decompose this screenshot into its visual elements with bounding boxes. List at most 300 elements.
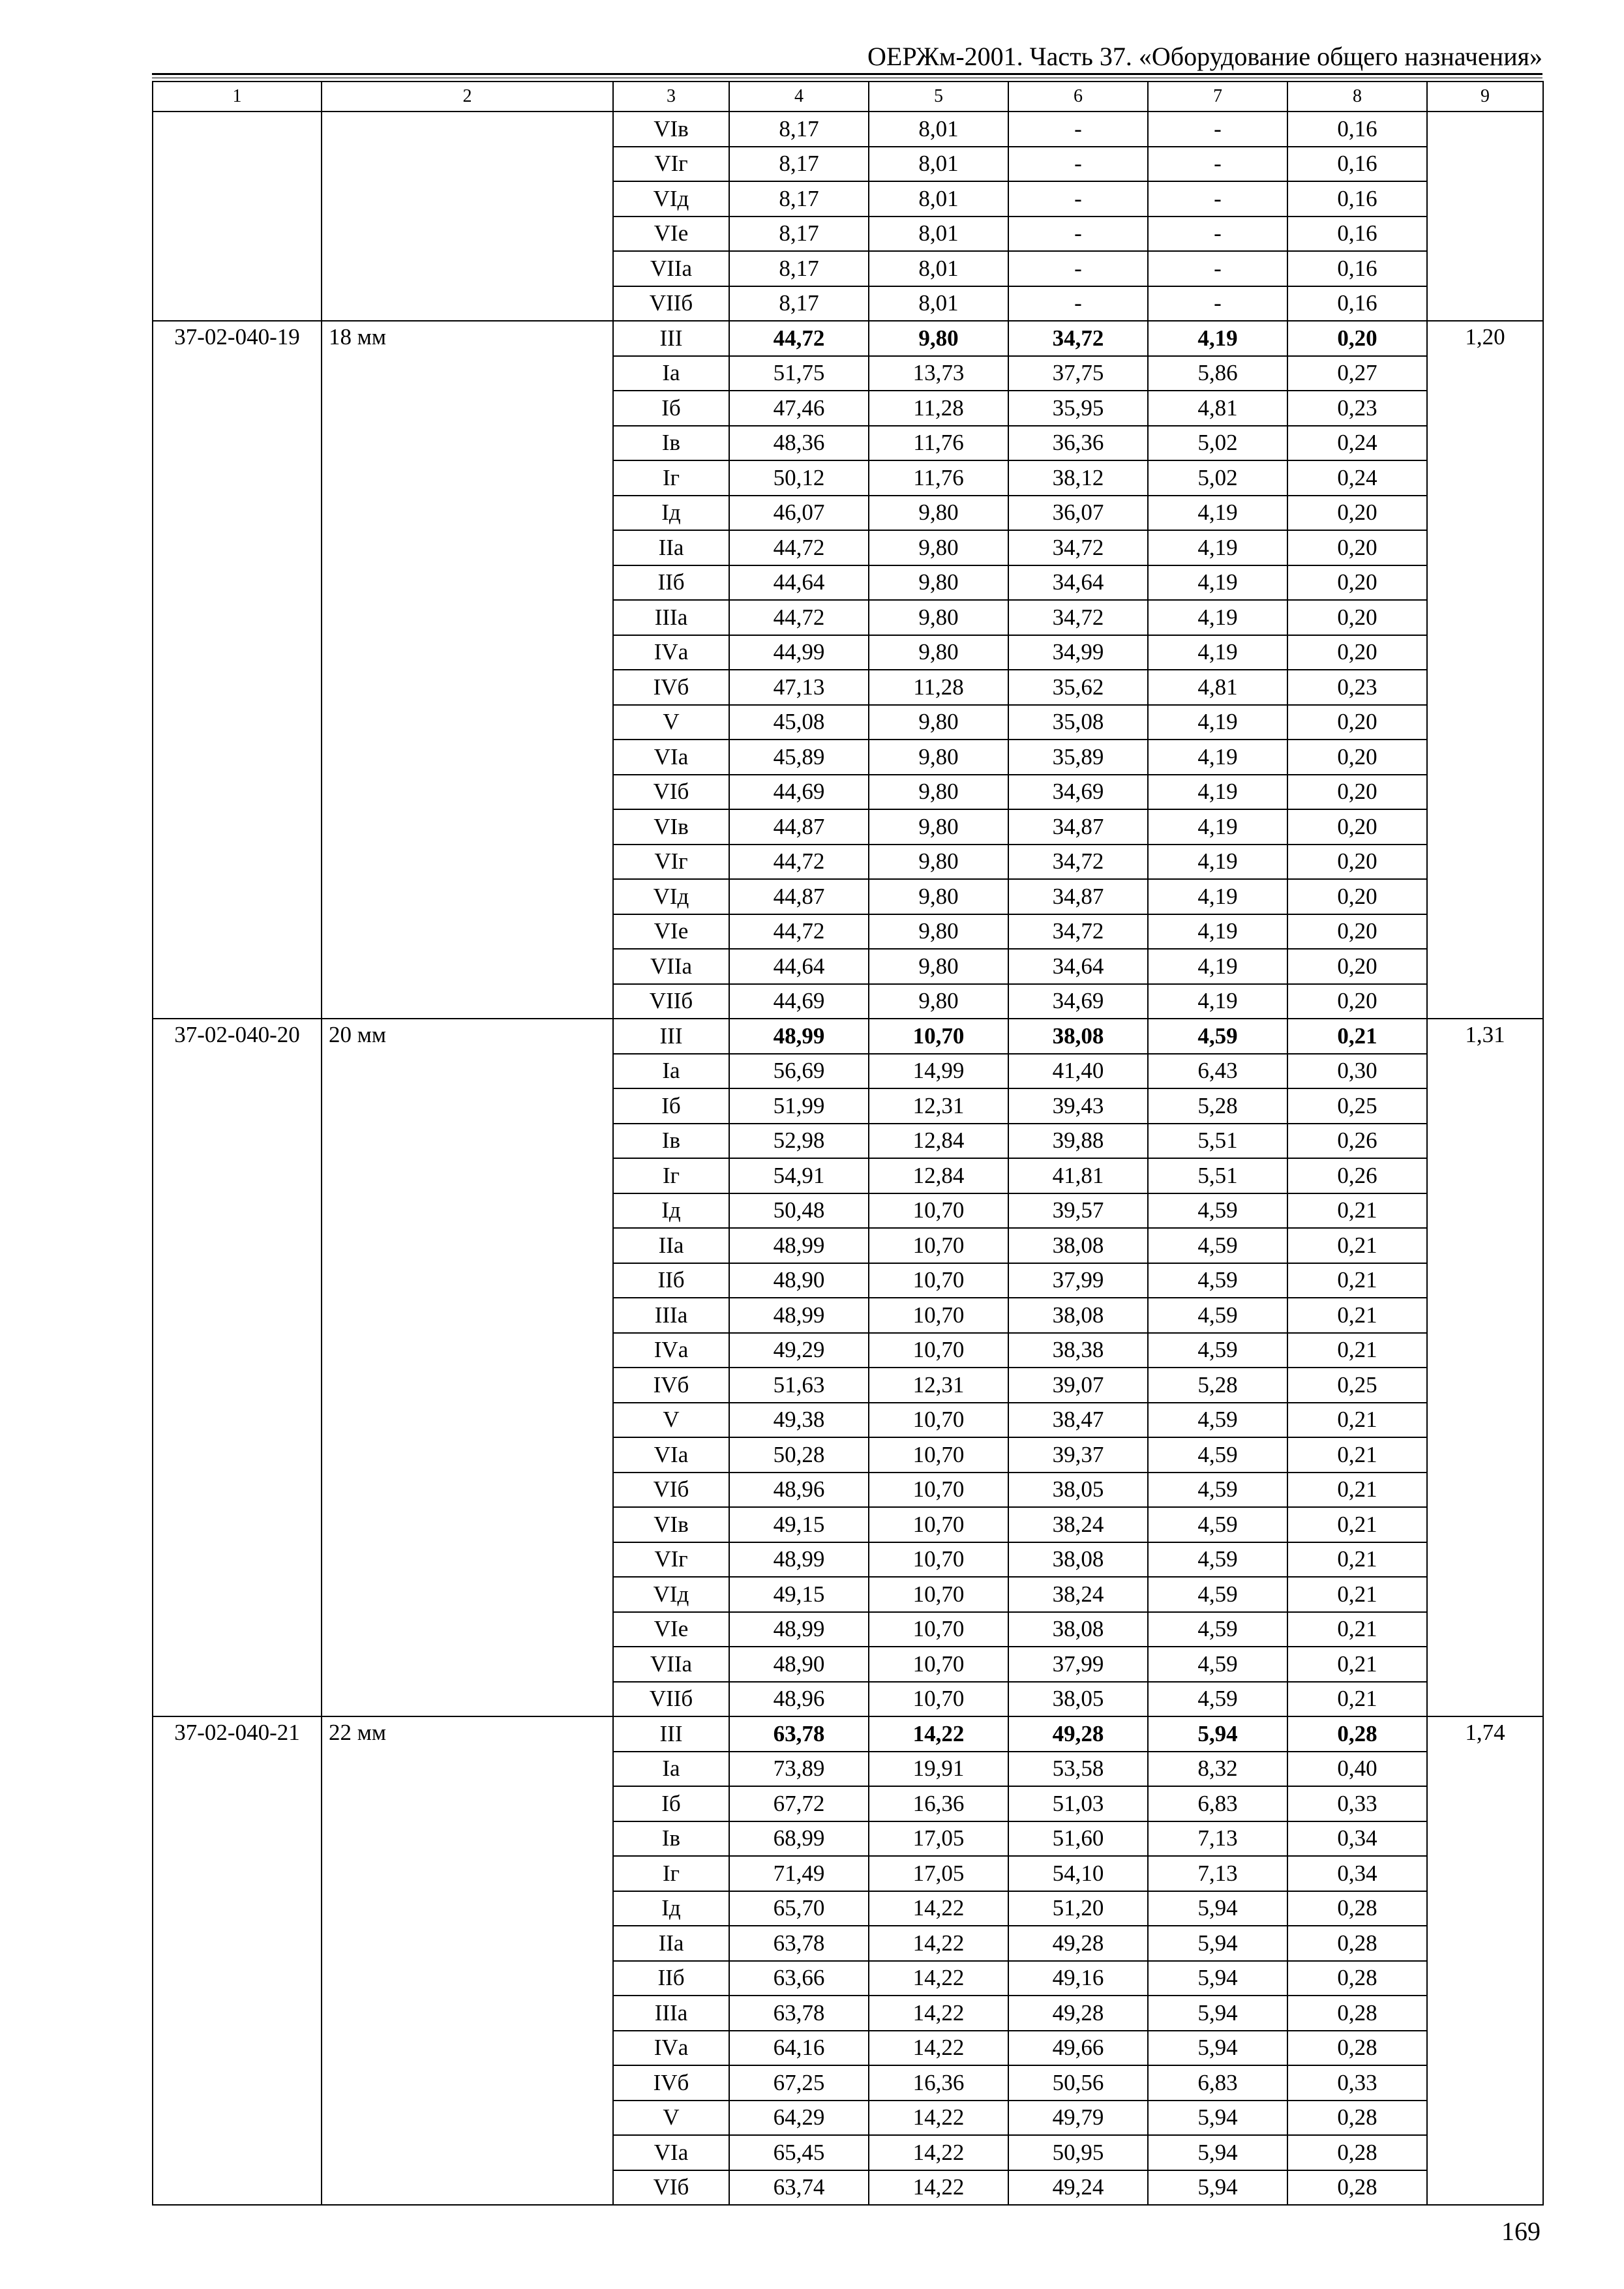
value-cell: 4,19 [1148,565,1287,601]
column-number-cell: 9 [1427,82,1543,112]
value-cell: 0,20 [1287,879,1427,914]
value-cell: 9,80 [869,949,1008,984]
value-cell: 0,28 [1287,1996,1427,2031]
value-cell: 0,20 [1287,740,1427,775]
value-cell: - [1008,286,1148,322]
value-cell: 34,72 [1008,914,1148,950]
value-cell: - [1148,147,1287,182]
value-cell: 0,28 [1287,2135,1427,2170]
value-cell: 4,59 [1148,1507,1287,1542]
value-cell: 50,95 [1008,2135,1148,2170]
zone-cell: VIв [613,809,729,845]
value-cell: 4,19 [1148,949,1287,984]
value-cell: 8,01 [869,147,1008,182]
value-cell: 0,20 [1287,845,1427,880]
value-cell: 38,08 [1008,1542,1148,1578]
zone-cell: IIб [613,565,729,601]
value-cell: 12,84 [869,1124,1008,1159]
value-cell: 49,15 [729,1577,869,1612]
value-cell: 34,99 [1008,635,1148,670]
value-cell: 0,20 [1287,600,1427,635]
value-cell: 37,75 [1008,356,1148,391]
column-number-cell: 6 [1008,82,1148,112]
value-cell: 0,20 [1287,496,1427,531]
zone-cell: VIIб [613,286,729,322]
zone-cell: VIд [613,879,729,914]
value-cell: 34,69 [1008,775,1148,810]
value-cell: 0,21 [1287,1193,1427,1229]
value-cell: 0,20 [1287,949,1427,984]
value-cell: 0,20 [1287,914,1427,950]
value-cell: 9,80 [869,984,1008,1019]
value-cell: 9,80 [869,705,1008,740]
zone-cell: IVб [613,2065,729,2101]
total-cell: 1,74 [1427,1716,1543,2205]
total-cell: 1,20 [1427,321,1543,1019]
value-cell: 4,19 [1148,914,1287,950]
zone-cell: VIв [613,112,729,147]
value-cell: 0,20 [1287,705,1427,740]
value-cell: 0,26 [1287,1158,1427,1193]
value-cell: 4,59 [1148,1612,1287,1647]
value-cell: 63,78 [729,1926,869,1961]
value-cell: 8,17 [729,286,869,322]
zone-cell: Iг [613,1158,729,1193]
value-cell: 9,80 [869,740,1008,775]
value-cell: 10,70 [869,1263,1008,1298]
value-cell: 8,01 [869,217,1008,252]
value-cell: 44,72 [729,845,869,880]
value-cell: 10,70 [869,1473,1008,1508]
value-cell: 34,72 [1008,530,1148,565]
zone-cell: IVб [613,670,729,705]
zone-cell: III [613,1019,729,1054]
value-cell: 48,99 [729,1019,869,1054]
value-cell: 9,80 [869,530,1008,565]
rate-name-cell: 20 мм [322,1019,613,1716]
zone-cell: Iд [613,1193,729,1229]
total-cell [1427,112,1543,321]
value-cell: 49,29 [729,1333,869,1368]
value-cell: 4,59 [1148,1647,1287,1682]
value-cell: - [1148,112,1287,147]
header-rule-thick [152,73,1542,75]
value-cell: 44,72 [729,914,869,950]
value-cell: 8,01 [869,181,1008,217]
value-cell: 34,64 [1008,565,1148,601]
value-cell: 9,80 [869,775,1008,810]
value-cell: 44,64 [729,565,869,601]
value-cell: 12,84 [869,1158,1008,1193]
value-cell: 13,73 [869,356,1008,391]
value-cell: 14,22 [869,1926,1008,1961]
rate-code-cell [153,112,322,321]
value-cell: - [1148,217,1287,252]
zone-cell: Iг [613,460,729,496]
value-cell: 48,90 [729,1263,869,1298]
zone-cell: VIIа [613,949,729,984]
value-cell: 34,72 [1008,845,1148,880]
value-cell: 38,47 [1008,1403,1148,1438]
value-cell: 44,69 [729,775,869,810]
zone-cell: V [613,705,729,740]
value-cell: 0,34 [1287,1821,1427,1857]
value-cell: 11,76 [869,460,1008,496]
value-cell: 5,94 [1148,2031,1287,2066]
value-cell: 52,98 [729,1124,869,1159]
value-cell: 0,34 [1287,1856,1427,1891]
value-cell: 4,59 [1148,1263,1287,1298]
value-cell: 49,28 [1008,1716,1148,1752]
value-cell: 48,36 [729,426,869,461]
value-cell: 39,07 [1008,1368,1148,1403]
value-cell: 46,07 [729,496,869,531]
value-cell: 5,28 [1148,1368,1287,1403]
value-cell: 9,80 [869,914,1008,950]
value-cell: 5,86 [1148,356,1287,391]
value-cell: 64,16 [729,2031,869,2066]
value-cell: 51,63 [729,1368,869,1403]
value-cell: 0,30 [1287,1054,1427,1089]
value-cell: 34,72 [1008,321,1148,356]
rate-code-cell: 37-02-040-21 [153,1716,322,2205]
value-cell: 4,59 [1148,1333,1287,1368]
value-cell: 0,21 [1287,1612,1427,1647]
value-cell: 12,31 [869,1088,1008,1124]
value-cell: 0,26 [1287,1124,1427,1159]
value-cell: 9,80 [869,565,1008,601]
value-cell: 10,70 [869,1193,1008,1229]
value-cell: 51,60 [1008,1821,1148,1857]
value-cell: - [1008,251,1148,286]
zone-cell: V [613,2101,729,2136]
value-cell: 0,28 [1287,1926,1427,1961]
value-cell: - [1008,181,1148,217]
value-cell: 14,22 [869,1996,1008,2031]
value-cell: 49,24 [1008,2170,1148,2206]
value-cell: 10,70 [869,1228,1008,1263]
value-cell: 41,40 [1008,1054,1148,1089]
value-cell: 4,59 [1148,1019,1287,1054]
value-cell: 44,72 [729,321,869,356]
value-cell: 17,05 [869,1821,1008,1857]
value-cell: 0,23 [1287,391,1427,426]
value-cell: 0,40 [1287,1752,1427,1787]
value-cell: 39,57 [1008,1193,1148,1229]
value-cell: 4,19 [1148,775,1287,810]
column-number-cell: 3 [613,82,729,112]
value-cell: - [1008,112,1148,147]
page-header-title: ОЕРЖм-2001. Часть 37. «Оборудование общего назначения» [867,42,1542,71]
value-cell: 5,94 [1148,1996,1287,2031]
value-cell: 5,94 [1148,2101,1287,2136]
value-cell: 10,70 [869,1507,1008,1542]
value-cell: 4,59 [1148,1228,1287,1263]
value-cell: 0,21 [1287,1507,1427,1542]
zone-cell: VIд [613,1577,729,1612]
value-cell: 4,19 [1148,809,1287,845]
value-cell: 38,12 [1008,460,1148,496]
value-cell: 35,62 [1008,670,1148,705]
value-cell: 10,70 [869,1577,1008,1612]
zone-cell: IIб [613,1263,729,1298]
value-cell: 63,78 [729,1716,869,1752]
value-cell: 44,69 [729,984,869,1019]
value-cell: 34,64 [1008,949,1148,984]
value-cell: 49,28 [1008,1996,1148,2031]
value-cell: 49,28 [1008,1926,1148,1961]
value-cell: 8,17 [729,112,869,147]
column-number-cell: 5 [869,82,1008,112]
value-cell: 48,90 [729,1647,869,1682]
value-cell: 44,99 [729,635,869,670]
value-cell: 37,99 [1008,1263,1148,1298]
value-cell: 0,27 [1287,356,1427,391]
value-cell: 6,83 [1148,2065,1287,2101]
value-cell: 34,69 [1008,984,1148,1019]
value-cell: 0,28 [1287,1891,1427,1926]
zone-cell: IVа [613,635,729,670]
value-cell: 9,80 [869,600,1008,635]
zone-cell: VIд [613,181,729,217]
value-cell: 39,37 [1008,1437,1148,1473]
value-cell: 17,05 [869,1856,1008,1891]
value-cell: 0,23 [1287,670,1427,705]
value-cell: 4,59 [1148,1682,1287,1717]
value-cell: 4,19 [1148,530,1287,565]
zone-cell: IVа [613,1333,729,1368]
value-cell: 0,20 [1287,809,1427,845]
value-cell: 38,08 [1008,1612,1148,1647]
zone-cell: IVа [613,2031,729,2066]
zone-cell: VIIа [613,1647,729,1682]
value-cell: 50,48 [729,1193,869,1229]
rate-code-cell: 37-02-040-20 [153,1019,322,1716]
value-cell: 10,70 [869,1647,1008,1682]
value-cell: 10,70 [869,1542,1008,1578]
value-cell: 5,02 [1148,460,1287,496]
value-cell: 9,80 [869,809,1008,845]
value-cell: 0,28 [1287,2031,1427,2066]
column-number-cell: 1 [153,82,322,112]
zone-cell: Iб [613,1088,729,1124]
value-cell: 0,21 [1287,1682,1427,1717]
value-cell: 19,91 [869,1752,1008,1787]
value-cell: 39,88 [1008,1124,1148,1159]
value-cell: 38,05 [1008,1682,1148,1717]
value-cell: 64,29 [729,2101,869,2136]
value-cell: 14,22 [869,2031,1008,2066]
value-cell: 10,70 [869,1333,1008,1368]
zone-cell: VIа [613,740,729,775]
zone-cell: IIа [613,530,729,565]
value-cell: 63,66 [729,1961,869,1996]
value-cell: 0,33 [1287,2065,1427,2101]
value-cell: 12,31 [869,1368,1008,1403]
value-cell: 0,21 [1287,1647,1427,1682]
value-cell: 49,38 [729,1403,869,1438]
zone-cell: IIб [613,1961,729,1996]
value-cell: 11,28 [869,391,1008,426]
value-cell: 4,19 [1148,635,1287,670]
zone-cell: Iа [613,1054,729,1089]
value-cell: 4,59 [1148,1473,1287,1508]
value-cell: 0,20 [1287,635,1427,670]
total-cell: 1,31 [1427,1019,1543,1716]
value-cell: 48,96 [729,1682,869,1717]
value-cell: 50,56 [1008,2065,1148,2101]
value-cell: 8,01 [869,112,1008,147]
zone-cell: Iв [613,1821,729,1857]
value-cell: 0,21 [1287,1019,1427,1054]
value-cell: 0,20 [1287,775,1427,810]
value-cell: 45,08 [729,705,869,740]
table-row [153,1716,1543,1752]
value-cell: 44,64 [729,949,869,984]
value-cell: 38,05 [1008,1473,1148,1508]
value-cell: 44,72 [729,600,869,635]
value-cell: 44,87 [729,809,869,845]
value-cell: 9,80 [869,496,1008,531]
value-cell: 67,72 [729,1786,869,1821]
value-cell: 0,28 [1287,2170,1427,2206]
value-cell: 71,49 [729,1856,869,1891]
value-cell: 7,13 [1148,1856,1287,1891]
value-cell: 34,72 [1008,600,1148,635]
value-cell: 51,75 [729,356,869,391]
value-cell: 4,19 [1148,879,1287,914]
value-cell: 10,70 [869,1612,1008,1647]
value-cell: 4,19 [1148,496,1287,531]
value-cell: - [1148,286,1287,322]
value-cell: 50,28 [729,1437,869,1473]
page-number: 169 [1501,2217,1541,2246]
value-cell: 14,22 [869,2170,1008,2206]
zone-cell: IIIа [613,1298,729,1333]
value-cell: 14,22 [869,1716,1008,1752]
value-cell: 0,20 [1287,321,1427,356]
value-cell: 51,20 [1008,1891,1148,1926]
table-row [153,112,1543,147]
value-cell: 0,24 [1287,426,1427,461]
value-cell: 73,89 [729,1752,869,1787]
value-cell: 5,94 [1148,1926,1287,1961]
value-cell: 0,21 [1287,1228,1427,1263]
value-cell: 35,08 [1008,705,1148,740]
value-cell: - [1008,217,1148,252]
zone-cell: VIе [613,217,729,252]
zone-cell: VIб [613,1473,729,1508]
value-cell: 14,22 [869,1891,1008,1926]
rate-name-cell [322,112,613,321]
zone-cell: VIб [613,775,729,810]
value-cell: 4,59 [1148,1437,1287,1473]
zone-cell: VIа [613,1437,729,1473]
zone-cell: Iд [613,1891,729,1926]
value-cell: 9,80 [869,321,1008,356]
value-cell: 0,16 [1287,112,1427,147]
zone-cell: VIб [613,2170,729,2206]
value-cell: 49,15 [729,1507,869,1542]
zone-cell: Iг [613,1856,729,1891]
value-cell: 38,24 [1008,1507,1148,1542]
value-cell: 0,21 [1287,1403,1427,1438]
value-cell: 0,16 [1287,286,1427,322]
value-cell: 10,70 [869,1437,1008,1473]
value-cell: 47,46 [729,391,869,426]
value-cell: 0,21 [1287,1577,1427,1612]
value-cell: 48,99 [729,1298,869,1333]
value-cell: 34,87 [1008,879,1148,914]
value-cell: 11,28 [869,670,1008,705]
value-cell: 0,28 [1287,2101,1427,2136]
value-cell: 5,94 [1148,2135,1287,2170]
rates-table [152,81,1544,2206]
column-number-row [153,82,1543,112]
value-cell: 0,33 [1287,1786,1427,1821]
value-cell: 4,59 [1148,1193,1287,1229]
zone-cell: VIг [613,1542,729,1578]
value-cell: 0,21 [1287,1333,1427,1368]
zone-cell: Iв [613,1124,729,1159]
value-cell: 8,01 [869,286,1008,322]
value-cell: 0,20 [1287,984,1427,1019]
value-cell: 4,19 [1148,600,1287,635]
zone-cell: V [613,1403,729,1438]
value-cell: 49,79 [1008,2101,1148,2136]
value-cell: 0,21 [1287,1437,1427,1473]
column-number-cell: 4 [729,82,869,112]
value-cell: 7,13 [1148,1821,1287,1857]
value-cell: 0,16 [1287,251,1427,286]
value-cell: 51,99 [729,1088,869,1124]
value-cell: 0,21 [1287,1473,1427,1508]
value-cell: 4,59 [1148,1577,1287,1612]
zone-cell: IVб [613,1368,729,1403]
value-cell: 9,80 [869,879,1008,914]
value-cell: 10,70 [869,1298,1008,1333]
value-cell: 14,22 [869,1961,1008,1996]
value-cell: 65,70 [729,1891,869,1926]
value-cell: 0,20 [1287,565,1427,601]
value-cell: 41,81 [1008,1158,1148,1193]
column-number-cell: 8 [1287,82,1427,112]
zone-cell: VIIб [613,1682,729,1717]
value-cell: 0,20 [1287,530,1427,565]
zone-cell: III [613,321,729,356]
value-cell: 38,38 [1008,1333,1148,1368]
value-cell: 0,24 [1287,460,1427,496]
value-cell: 38,08 [1008,1228,1148,1263]
rate-name-cell: 18 мм [322,321,613,1019]
value-cell: 8,17 [729,147,869,182]
value-cell: 6,83 [1148,1786,1287,1821]
rate-code-cell: 37-02-040-19 [153,321,322,1019]
value-cell: 8,17 [729,217,869,252]
value-cell: 5,94 [1148,1716,1287,1752]
value-cell: 50,12 [729,460,869,496]
zone-cell: Iд [613,496,729,531]
value-cell: 0,16 [1287,181,1427,217]
value-cell: 8,01 [869,251,1008,286]
value-cell: 48,96 [729,1473,869,1508]
zone-cell: VIв [613,1507,729,1542]
value-cell: - [1008,147,1148,182]
value-cell: 10,70 [869,1019,1008,1054]
value-cell: 4,19 [1148,321,1287,356]
zone-cell: IIIа [613,1996,729,2031]
value-cell: 0,16 [1287,147,1427,182]
